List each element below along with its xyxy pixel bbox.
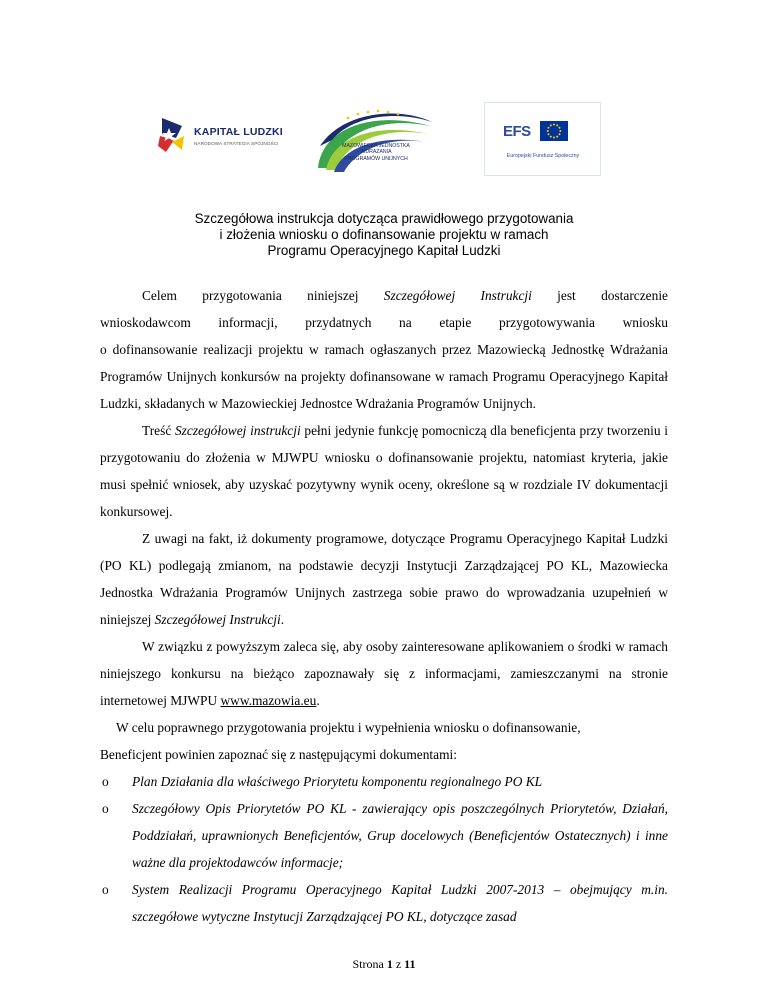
mjwpu-logo <box>312 106 437 178</box>
emphasis: Szczegółowej instrukcji <box>174 423 301 438</box>
paragraph-1-line-2: wnioskodawcom informacji, przydatnych na etapie przygotowywania wniosku <box>100 315 668 330</box>
mjwpu-swoosh-icon <box>312 106 437 178</box>
title-line-3: Programu Operacyjnego Kapitał Ludzki <box>267 243 501 258</box>
list-bullet: o <box>102 882 109 897</box>
footer-label: Strona <box>352 957 384 971</box>
efs-logo <box>484 102 601 176</box>
mjwpu-line-3: PROGRAMÓW UNIJNYCH <box>344 155 408 162</box>
list-item: o Szczegółowy Opis Priorytetów PO KL - zawierający opis poszczególnych Priorytetów, Działań, Poddziałań, uprawnionych Beneficjentów, Grup docelowych (Beneficjentów Ostatecznych) i inne ważne dla projektodawców informacje; <box>100 795 668 876</box>
efs-mark: EFS <box>503 123 531 140</box>
eu-flag-icon <box>540 121 568 141</box>
footer-page-number: 1 <box>386 957 393 971</box>
paragraph-1-line-1: Celem przygotowania niniejszej Szczegółowej Instrukcji jest dostarczenie <box>142 288 668 303</box>
kapital-ludzki-subtitle: NARODOWA STRATEGIA SPÓJNOŚCI <box>194 141 279 146</box>
list-item: o System Realizacji Programu Operacyjnego Kapitał Ludzki 2007-2013 – obejmujący m.in. szczegółowe wytyczne Instytucji Zarządzającej PO KL, dotyczące zasad <box>100 876 668 930</box>
kapital-ludzki-name: KAPITAŁ LUDZKI <box>194 126 283 138</box>
logo-bar <box>0 100 768 190</box>
paragraph-5-line-2: Beneficjent powinien zapoznać się z następującymi dokumentami: <box>100 747 457 762</box>
title-line-1: Szczegółowa instrukcja dotycząca prawidłowego przygotowania <box>194 211 574 226</box>
mjwpu-line-2: WDRAŻANIA <box>360 149 392 156</box>
list-bullet: o <box>102 801 109 816</box>
document-body <box>100 282 668 930</box>
paragraph-5-line-1: W celu poprawnego przygotowania projektu i wypełnienia wniosku o dofinansowanie, <box>116 720 581 735</box>
list-item: o Plan Działania dla właściwego Priorytetu komponentu regionalnego PO KL <box>100 768 668 795</box>
mjwpu-text <box>340 143 412 162</box>
mjwpu-line-1: MAZOWIECKA JEDNOSTKA <box>342 143 410 149</box>
website-link[interactable]: www.mazowia.eu <box>220 693 317 708</box>
document-title <box>100 211 668 259</box>
footer-page-total: 11 <box>404 957 416 971</box>
title-line-2: i złożenia wniosku o dofinansowanie projektu w ramach <box>219 227 549 242</box>
documents-list <box>100 768 668 930</box>
emphasis: Szczegółowej Instrukcji <box>154 612 281 627</box>
paragraph-3: Z uwagi na fakt, iż dokumenty programowe, dotyczące Programu Operacyjnego Kapitał Ludzki (PO KL) podlegają zmianom, na podstawie decyzji Instytucji Zarządzającej PO KL, Mazowiecka Jednostka Wdrażania Programów Unijnych zastrzega sobie prawo do wprowadzania uzupełnień w niniejszej Szczegółowej Instrukcji. <box>100 531 668 627</box>
kapital-ludzki-logo <box>156 112 296 158</box>
kapital-ludzki-star-icon <box>156 116 188 156</box>
efs-caption: Europejski Fundusz Społeczny <box>506 153 580 159</box>
paragraph-2: Treść Szczegółowej instrukcji pełni jedynie funkcję pomocniczą dla beneficjenta przy tworzeniu i przygotowaniu do złożenia w MJWPU wniosku o dofinansowanie projektu, natomiast kryteria, jakie musi spełnić wniosek, aby uzyskać pozytywny wynik oceny, określone są w rozdziale IV dokumentacji konkursowej. <box>100 423 668 519</box>
paragraph-4: W związku z powyższym zaleca się, aby osoby zainteresowane aplikowaniem o środki w ramach niniejszego konkursu na bieżąco zapoznawały się z informacjami, zamieszczanymi na stronie internetowej MJWPU www.mazowia.eu. <box>100 639 668 708</box>
paragraph-1-rest: o dofinansowanie realizacji projektu w ramach ogłaszanych przez Mazowiecką Jednostkę Wdrażania Programów Unijnych konkursów na projekty dofinansowane w ramach Programu Operacyjnego Kapitał Ludzki, składanych w Mazowieckiej Jednostce Wdrażania Programów Unijnych. <box>100 342 668 411</box>
emphasis: Szczegółowej Instrukcji <box>383 288 532 303</box>
list-bullet: o <box>102 774 109 789</box>
paragraph-5 <box>100 714 668 768</box>
page-footer <box>0 957 768 972</box>
paragraph-1 <box>100 282 668 417</box>
footer-separator: z <box>395 957 402 971</box>
